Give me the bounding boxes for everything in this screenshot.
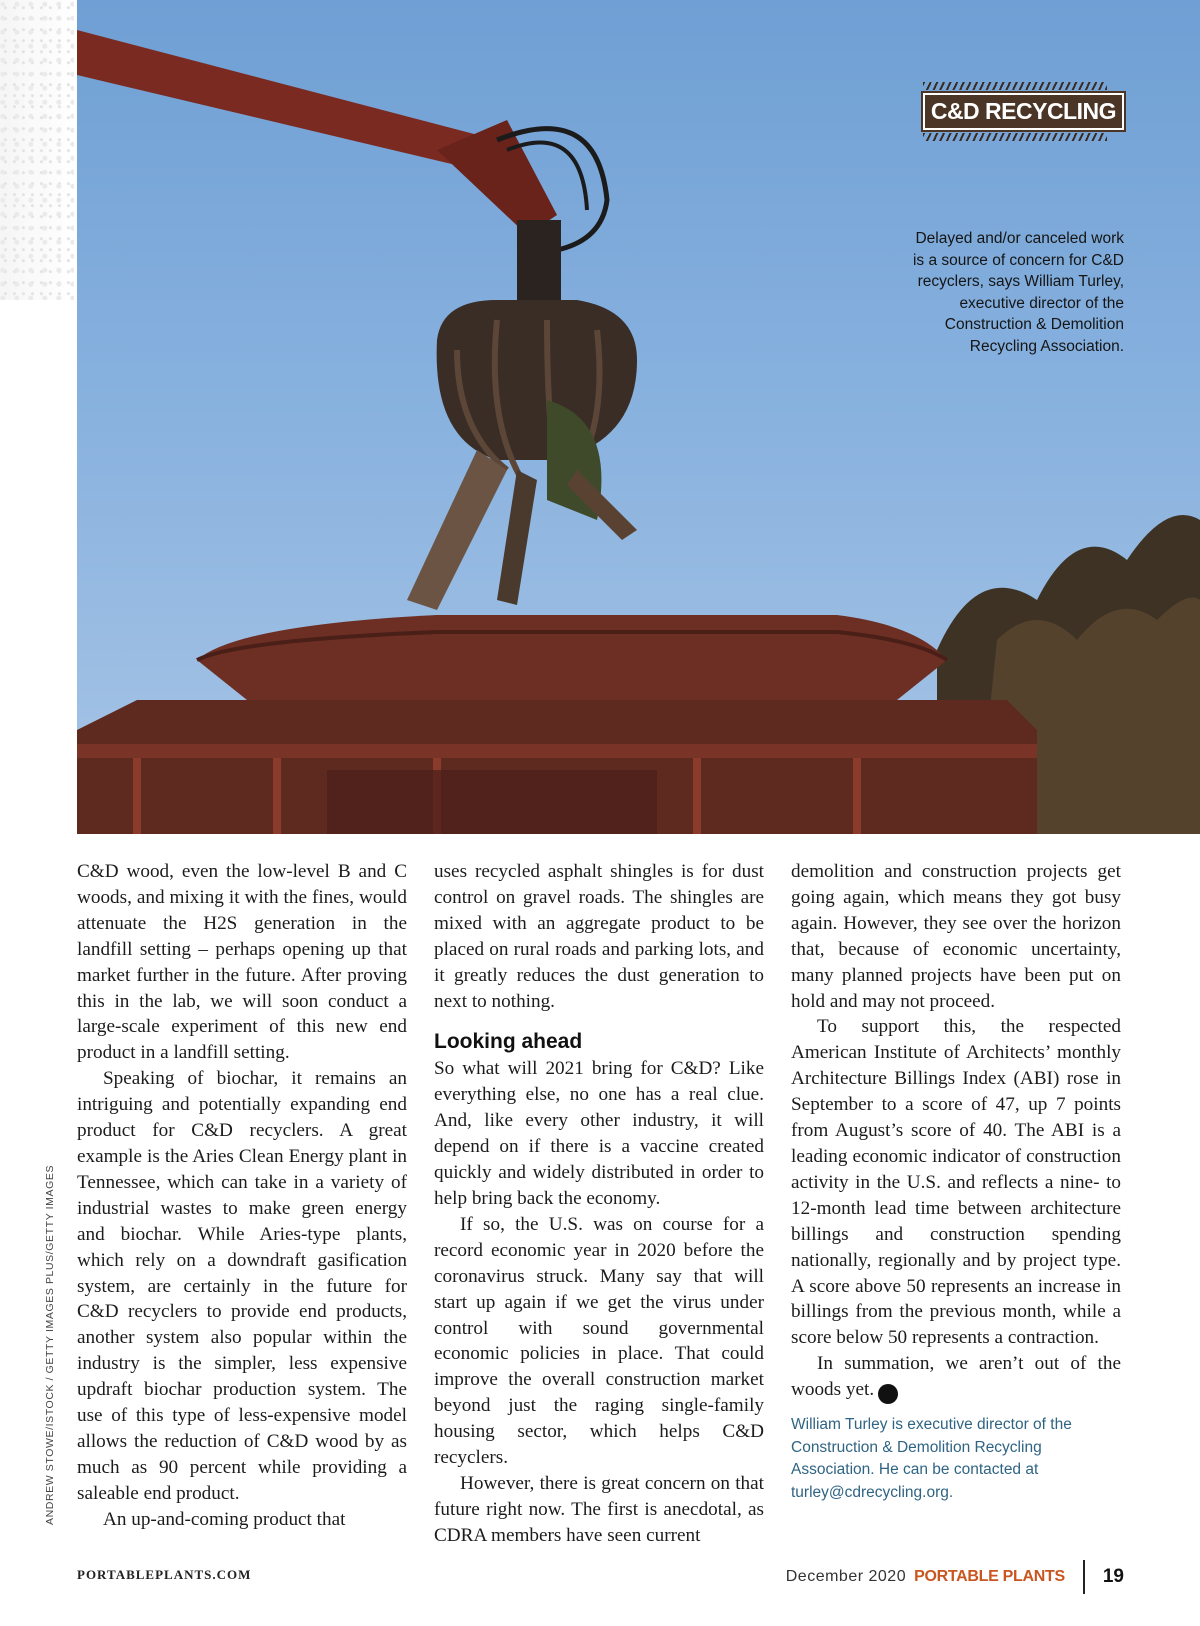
falling-wood [407, 450, 507, 610]
issue-date: December 2020 [785, 1568, 907, 1585]
paragraph: However, there is great concern on that future right now. The first is anecdotal, as CDRA members have seen current [434, 1472, 764, 1546]
section-tag-label: C&D RECYCLING [923, 93, 1124, 130]
base-rail [77, 744, 1037, 758]
closing-paragraph [791, 1351, 1121, 1404]
grinder-tub [197, 615, 947, 700]
tag-hatch-top [923, 82, 1107, 90]
base-panel [327, 770, 657, 834]
end-mark-icon: P [878, 1384, 898, 1404]
footer-folio [786, 1560, 1124, 1594]
section-tag [923, 82, 1124, 141]
feature-photo [77, 0, 1200, 834]
photo-credit: ANDREW STOWE/ISTOCK / GETTY IMAGES PLUS/GETTY IMAGES [44, 1164, 56, 1525]
photo-caption: Delayed and/or canceled work is a source of concern for C&D recyclers, says William Turley, executive director of the Construction & Demolition Recycling Association. [912, 230, 1124, 355]
grapple-claw [437, 300, 637, 460]
paragraph: An up-and-coming product that [103, 1508, 346, 1530]
paragraph: To support this, the respected American Institute of Architects’ monthly Architecture Billings Index (ABI) rose in September to a score of 47, up 7 points from August’s score of 40. The ABI is a leading economic indicator of construction activity in the U.S. and reflects a nine- to 12-month lead time between architecture billings and construction spending nationally, regionally and by project type. A score above 50 represents an increase in billings from the previous month, while a score below 50 represents a contraction. [791, 1016, 1121, 1349]
article-column-2 [434, 859, 764, 1549]
footer-divider [1083, 1560, 1085, 1594]
paragraph: So what will 2021 bring for C&D? Like everything else, no one has a real clue. And, like every other industry, it will depend on if there is a vaccine created quickly and widely distributed in order to help bring back the economy. [434, 1058, 764, 1209]
paragraph: If so, the U.S. was on course for a record economic year in 2020 before the coronavirus struck. Many say that will start up again if we get the virus under control with sound governmental economic policies in place. That could improve the overall construction market beyond just the raging single-family housing sector, which helps C&D recyclers. [434, 1213, 764, 1469]
paragraph: uses recycled asphalt shingles is for dust control on gravel roads. The shingles are mixed with an aggregate product to be placed on rural roads and parking lots, and it greatly reduces the dust generation to next to nothing. [434, 861, 764, 1012]
section-heading: Looking ahead [434, 1030, 583, 1054]
article-column-3 [791, 859, 1121, 1504]
paragraph: C&D wood, even the low-level B and C woods, and mixing it with the fines, would attenuate the H2S generation in the landfill setting – perhaps opening up that market further in the future. After proving this in the lab, we will soon conduct a large-scale experiment of this new end product in a landfill setting. [77, 861, 407, 1064]
closing-text: In summation, we aren’t out of the woods yet. [791, 1353, 1121, 1401]
page-number: 19 [1102, 1566, 1124, 1587]
grapple-rotator [517, 220, 561, 300]
paragraph: Speaking of biochar, it remains an intriguing and potentially expanding end product for C&D recyclers. A great example is the Aries Clean Energy plant in Tennessee, which can take in a variety of industrial wastes to make green energy and biochar. While Aries-type plants, which rely on a downdraft gasification system, are certainly in the future for C&D recyclers to provide end products, another system also popular within the industry is the simpler, less expensive updraft biochar production system. The use of this type of less-expensive model allows the reduction of C&D wood by as much as 90 percent while providing a saleable end product. [77, 1068, 407, 1504]
page-edge-texture [0, 0, 74, 300]
falling-wood [497, 470, 537, 605]
tag-hatch-bottom [923, 133, 1107, 141]
author-bio: William Turley is executive director of the Construction & Demolition Recycling Association. He can be contacted at turley@cdrecycling.org. [791, 1416, 1072, 1501]
magazine-name: PORTABLE PLANTS [914, 1568, 1065, 1585]
boom-arm [77, 30, 497, 170]
article-column-1 [77, 859, 407, 1533]
paragraph: demolition and construction projects get going again, which means they got busy again. However, they see over the horizon that, because of economic uncertainty, many planned projects have been put on hold and may not proceed. [791, 861, 1121, 1012]
footer-website: PORTABLEPLANTS.COM [77, 1567, 252, 1582]
